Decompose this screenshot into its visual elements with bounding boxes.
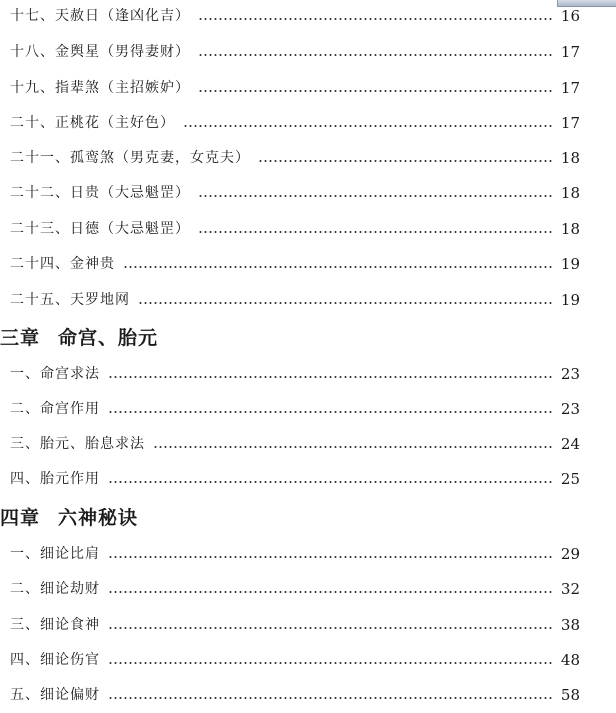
toc-entry[interactable] — [10, 649, 580, 671]
toc-entry-page: 17 — [560, 114, 580, 132]
toc-entry-label: 二、细论劫财 — [10, 581, 100, 597]
dot-leader — [198, 54, 554, 56]
toc-entry-label: 三、胎元、胎息求法 — [10, 436, 145, 452]
toc-entry-label: 二十四、金神贵 — [10, 256, 115, 272]
toc-entry-page: 18 — [560, 149, 580, 167]
toc-entry-label: 二十一、孤鸾煞（男克妻，女克夫） — [10, 150, 250, 166]
toc-entry-label: 四、细论伤官 — [10, 652, 100, 668]
dot-leader — [108, 662, 554, 664]
toc-entry-label: 二十五、天罗地网 — [10, 292, 130, 308]
dot-leader — [198, 231, 554, 233]
toc-entry-label: 二十二、日贵（大忌魁罡） — [10, 185, 190, 201]
toc-entry-page: 19 — [560, 291, 580, 309]
toc-entry[interactable] — [10, 147, 580, 169]
dot-leader — [183, 125, 554, 127]
dot-leader — [108, 376, 554, 378]
toc-entry[interactable] — [10, 5, 580, 27]
toc-entry[interactable] — [10, 253, 580, 275]
toc-entry-label: 二十三、日德（大忌魁罡） — [10, 221, 190, 237]
toc-entry-page: 17 — [560, 79, 580, 97]
chapter-title: 六神秘诀 — [58, 507, 139, 529]
toc-entry[interactable] — [10, 218, 580, 240]
toc-entry-page: 29 — [560, 545, 580, 563]
toc-entry-page: 25 — [560, 470, 580, 488]
toc-entry-label: 十七、天赦日（逢凶化吉） — [10, 8, 190, 24]
toc-entry[interactable] — [10, 41, 580, 63]
toc-entry[interactable] — [10, 684, 580, 706]
toc-entry-page: 18 — [560, 184, 580, 202]
toc-entry[interactable] — [10, 289, 580, 311]
toc-entry-label: 一、命宫求法 — [10, 366, 100, 382]
toc-entry-label: 一、细论比肩 — [10, 546, 100, 562]
chapter-heading[interactable] — [0, 325, 158, 351]
toc-entry[interactable] — [10, 398, 580, 420]
chapter-number: 四章 — [0, 507, 41, 529]
toc-entry-page: 23 — [560, 400, 580, 418]
chapter-heading[interactable] — [0, 505, 138, 531]
toc-entry-page: 48 — [560, 651, 580, 669]
dot-leader — [108, 481, 554, 483]
toc-entry-page: 58 — [560, 686, 580, 704]
dot-leader — [198, 18, 554, 20]
dot-leader — [198, 90, 554, 92]
toc-entry-page: 16 — [560, 7, 580, 25]
toc-entry[interactable] — [10, 182, 580, 204]
toc-entry-label: 三、细论食神 — [10, 617, 100, 633]
dot-leader — [108, 627, 554, 629]
chapter-title: 命宫、胎元 — [58, 327, 159, 349]
toc-entry-label: 二十、正桃花（主好色） — [10, 115, 175, 131]
toc-entry-page: 17 — [560, 43, 580, 61]
toc-entry-page: 24 — [560, 435, 580, 453]
toc-entry[interactable] — [10, 468, 580, 490]
dot-leader — [153, 446, 554, 448]
dot-leader — [108, 697, 554, 699]
toc-entry-label: 十八、金舆星（男得妻财） — [10, 44, 190, 60]
toc-entry-page: 18 — [560, 220, 580, 238]
toc-entry-label: 四、胎元作用 — [10, 471, 100, 487]
toc-entry-label: 二、命宫作用 — [10, 401, 100, 417]
dot-leader — [108, 556, 554, 558]
toc-entry-page: 19 — [560, 255, 580, 273]
dot-leader — [138, 302, 554, 304]
toc-entry[interactable] — [10, 433, 580, 455]
toc-entry[interactable] — [10, 112, 580, 134]
toc-entry[interactable] — [10, 77, 580, 99]
toc-entry[interactable] — [10, 614, 580, 636]
toc-entry-label: 十九、指辈煞（主招嫉妒） — [10, 80, 190, 96]
dot-leader — [108, 411, 554, 413]
toc-entry-page: 23 — [560, 365, 580, 383]
toc-entry[interactable] — [10, 543, 580, 565]
dot-leader — [258, 160, 554, 162]
toc-entry-label: 五、细论偏财 — [10, 687, 100, 703]
dot-leader — [108, 591, 554, 593]
toc-entry[interactable] — [10, 578, 580, 600]
chapter-number: 三章 — [0, 327, 41, 349]
toc-entry[interactable] — [10, 363, 580, 385]
dot-leader — [123, 266, 554, 268]
toc-entry-page: 38 — [560, 616, 580, 634]
toc-entry-page: 32 — [560, 580, 580, 598]
dot-leader — [198, 195, 554, 197]
